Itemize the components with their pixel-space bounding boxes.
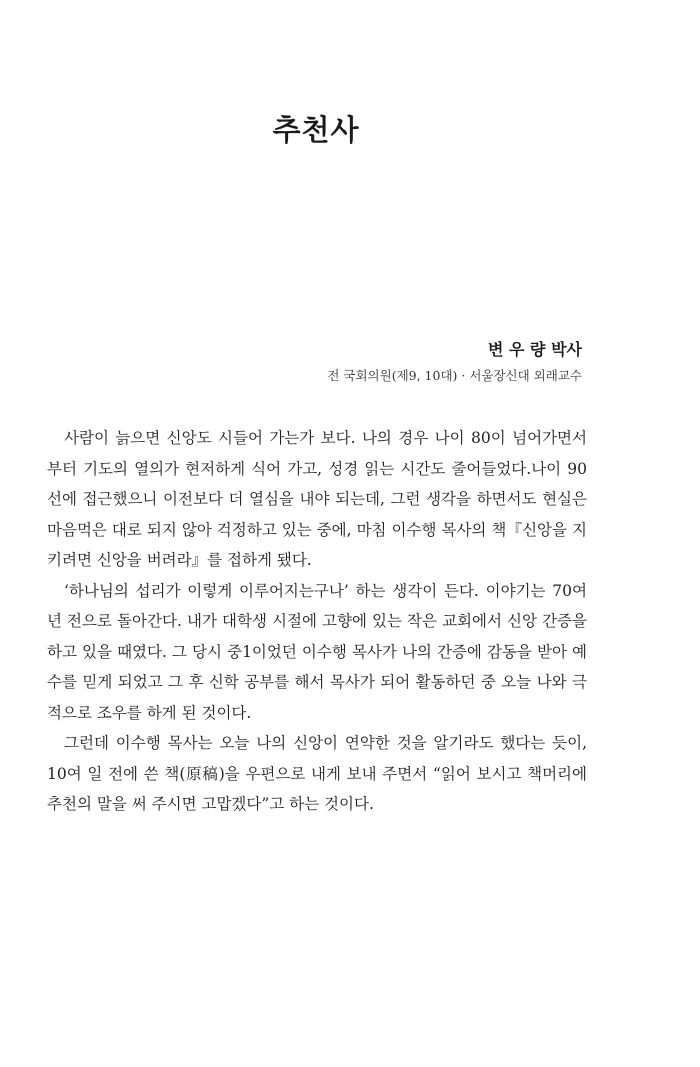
page-title: 추천사 [272,113,360,147]
author-name: 변 우 량 박사 [488,340,582,359]
paragraph: 사람이 늙으면 신앙도 시들어 가는가 보다. 나의 경우 나이 80이 넘어가면서부터 기도의 열의가 현저하게 식어 가고, 성경 읽는 시간도 줄어들었다.나이 90선에 접근했으니 이전보다 더 열심을 내야 되는데, 그런 생각을 하면서도 현실은 마음먹은 대로 되지 않아 걱정하고 있는 중에, 마침 이수행 목사의 책『신앙을 지키려면 신앙을 버려라』를 접하게 됐다. [47,429,587,569]
paragraph: 그런데 이수행 목사는 오늘 나의 신앙이 연약한 것을 알기라도 했다는 듯이, 10여 일 전에 쓴 책(原稿)을 우편으로 내게 보내 주면서 “읽어 보시고 책머리에 추천의 말을 써 주시면 고맙겠다”고 하는 것이다. [47,734,587,813]
paragraph: ‘하나님의 섭리가 이렇게 이루어지는구나’ 하는 생각이 든다. 이야기는 70여 년 전으로 돌아간다. 내가 대학생 시절에 고향에 있는 작은 교회에서 신앙 간증을 하고 있을 때였다. 그 당시 중1이었던 이수행 목사가 나의 간증에 감동을 받아 예수를 믿게 되었고 그 후 신학 공부를 해서 목사가 되어 활동하던 중 오늘 나와 극적으로 조우를 하게 된 것이다. [47,581,587,722]
author-role: 전 국회의원(제9, 10대) · 서울장신대 외래교수 [327,368,582,383]
body-text [47,423,587,820]
